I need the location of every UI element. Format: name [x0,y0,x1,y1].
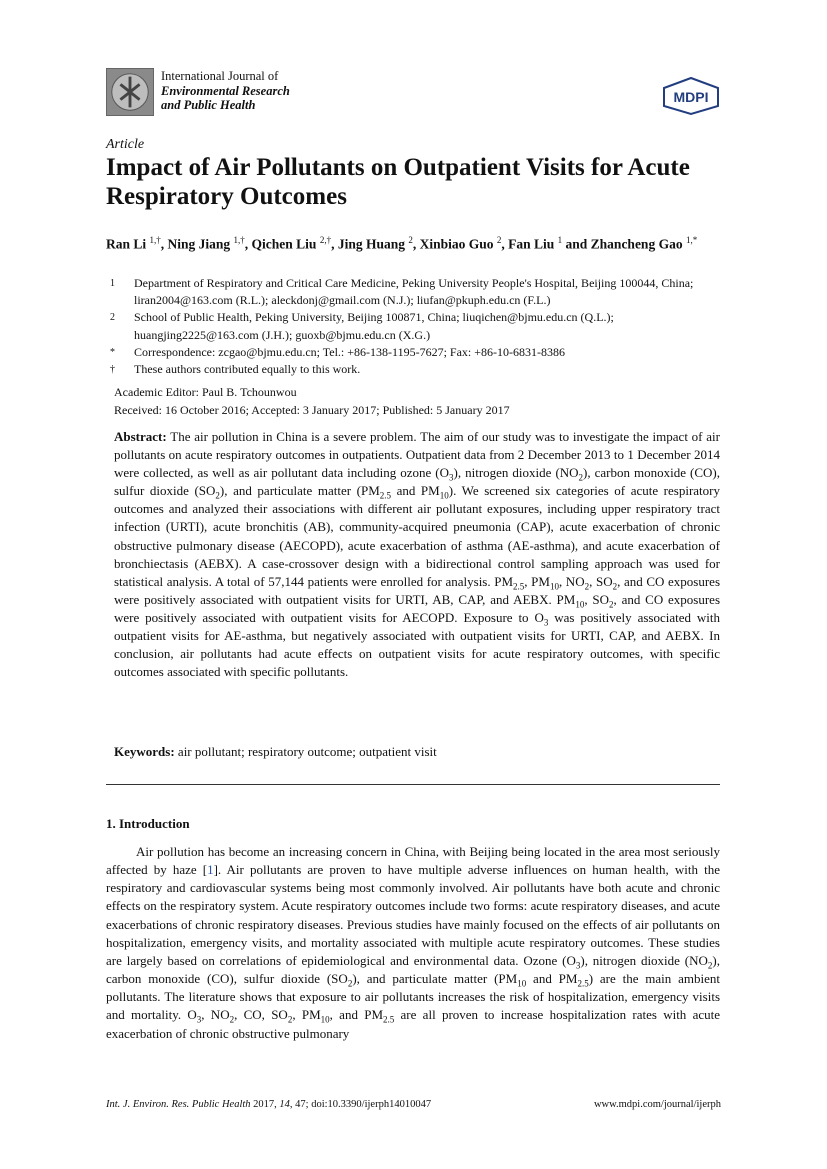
affiliations [106,275,726,378]
abstract [114,428,720,681]
correspondence [106,344,726,361]
abstract-text: The air pollution in China is a severe problem. The aim of our study was to investigate the impact of air pollutants on acute respiratory outcomes in outpatients. Outpatient data from 2 December 2013 to 1 December 2014 were collected, as well as air pollutant data including ozone $(O_3)$, nitrogen dioxide $(NO_2)$, carbon monoxide (CO), sulfur dioxide $(SO_2)$, and particulate matter ($PM_{2.5}$ and $PM_{10}$). We screened six categories of acute respiratory outcomes and analyzed their associations with different air pollutant exposures, including upper respiratory tract infection (URTI), acute bronchitis (AB), community-acquired pneumonia (CAP), acute exacerbation of chronic obstructive pulmonary disease (AECOPD), acute exacerbation of asthma (AE-asthma), and acute exacerbation of bronchiectasis (AEBX). A case-crossover design with a bidirectional control sampling approach was used for statistical analysis. A total of 57,144 patients were enrolled for analysis. $PM_{2.5}$, $PM_{10}$, $NO_2$, $SO_2$, and CO exposures were positively associated with outpatient visits for URTI, AB, CAP, and AEBX. $PM_{10}$, $SO_2$, and CO exposures were positively associated with outpatient visits for AECOPD. Exposure to $O_3$ was positively associated with outpatient visits for AE-asthma, but negatively associated with outpatient visits for URTI, CAP, and AEBX. In conclusion, air pollutants had acute effects on outpatient visits for acute respiratory outcomes, with specific outcomes associated with specific pollutants. [114,429,721,680]
paper-title: Impact of Air Pollutants on Outpatient Visits for Acute Respiratory Outcomes [106,154,690,210]
academic-editor: Academic Editor: Paul B. Tchounwou [114,385,297,399]
paragraph: Air pollution has become an increasing concern in China, with Beijing being located in the area most seriously affected by haze [1]. Air pollutants are proven to have multiple adverse influences on human health, with the respiratory and cardiovascular systems being most commonly involved. Air pollutants have both acute and chronic effects on the respiratory system. Acute respiratory outcomes include two forms: acute respiratory diseases, and acute exacerbations of chronic respiratory diseases. Previous studies have mainly focused on the effects of air pollutants on hospitalization, emergency visits, and mortality associated with multiple acute respiratory outcomes. These studies are largely based on correlations of epidemiological and environmental data. Ozone $(O_3)$, nitrogen dioxide $(NO_2)$, carbon monoxide (CO), sulfur dioxide $(SO_2)$, and particulate matter ($PM_{10}$ and $PM_{2.5}$) are the main ambient pollutants. The literature shows that exposure to air pollutants increases the risk of hospitalization, emergency visits and mortality. $O_3$, $NO_2$, CO, $SO_2$, $PM_{10}$, and $PM_{2.5}$ are all proven to increase hospitalization rates with acute exacerbation of chronic obstructive pulmonary [106,844,721,1041]
journal-name-line: and Public Health [161,98,256,112]
publication-dates: Received: 16 October 2016; Accepted: 3 January 2017; Published: 5 January 2017 [114,402,510,417]
affiliation-mark: 1 [110,278,115,289]
journal-name-line: International Journal of [161,69,279,83]
introduction-body [106,843,720,1043]
article-meta [114,384,510,419]
journal-logo [106,68,154,116]
divider [106,784,720,785]
affiliation-text: Department of Respiratory and Critical Care Medicine, Peking University People's Hospital, Beijing 100044, China; liran2004@163.com (R.L.); aleckdonj@gmail.com (N.J.); liufan@pkuph.edu.cn (F.L.) [134,276,694,308]
affiliation-mark: * [110,346,115,358]
footer-url[interactable]: www.mdpi.com/journal/ijerph [593,1099,721,1110]
equal-contribution-note [106,361,726,378]
keywords-label: Keywords: [114,744,175,759]
mdpi-logo [660,76,722,116]
affiliation-mark: 2 [110,312,115,324]
affiliation-text: These authors contributed equally to this work. [134,362,361,377]
affiliation-item [106,309,726,343]
affiliation-mark: † [110,364,115,376]
section-heading: 1. Introduction [106,816,190,831]
keywords-text: air pollutant; respiratory outcome; outpatient visit [177,744,437,759]
footer-citation: Int. J. Environ. Res. Public Health 2017, 14, 47; doi:10.3390/ijerph14010047 [106,1099,432,1110]
affiliation-item [106,275,726,309]
author-list: Ran Li $^{1,\dagger}$, Ning Jiang $^{1,\dagger}$, Qichen Liu $^{2,\dagger}$, Jing Huang $^2$, Xinbiao Guo $^2$, Fan Liu $^1$ and Zhancheng Gao $^{1,*}$ [106,235,698,252]
journal-name-line: Environmental Research [161,83,290,98]
abstract-label: Abstract: [114,429,167,444]
svg-text:MDPI: MDPI [673,89,709,105]
journal-name [161,69,290,113]
keywords [114,744,437,760]
affiliation-text: Correspondence: zcgao@bjmu.edu.cn; Tel.: +86-138-1195-7627; Fax: +86-10-6831-8386 [134,344,565,359]
affiliation-text: School of Public Health, Peking University, Beijing 100871, China; liuqichen@bjmu.edu.cn (Q.L.); huangjing2225@163.com (J.H.); guoxb@bjmu.edu.cn (X.G.) [134,310,614,342]
article-type: Article [106,137,145,152]
